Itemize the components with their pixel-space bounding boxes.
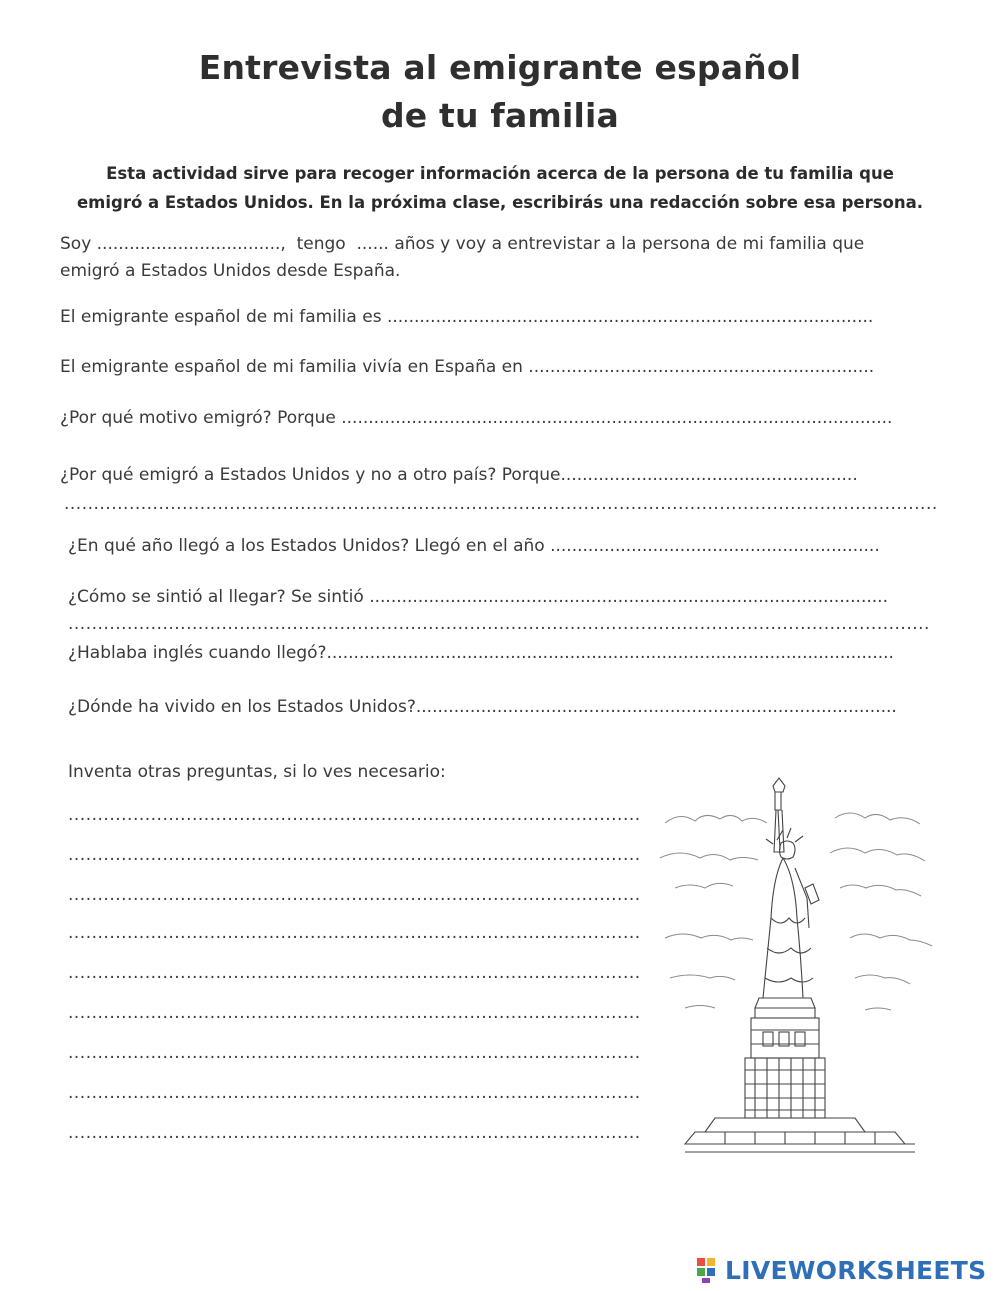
question-emigrant-name: El emigrante español de mi familia es .......................................................................................... — [60, 307, 874, 327]
liveworksheets-wordmark: LIVEWORKSHEETS — [725, 1255, 987, 1285]
answer-line-why-usa: .................................................................................................................................................... — [64, 494, 938, 514]
answer-line[interactable]: ................................................................................................. — [68, 885, 641, 905]
page-title-line-1: Entrevista al emigrante español — [198, 48, 802, 87]
liveworksheets-logo-icon — [697, 1256, 719, 1284]
answer-line[interactable]: ................................................................................................. — [68, 1043, 641, 1063]
intro-line-2: emigró a Estados Unidos. En la próxima clase, escribirás una redacción sobre esa persona. — [76, 193, 924, 212]
intro-sentence-line-1: Soy .................................., tengo ...... años y voy a entrevistar a la persona de mi familia que — [60, 234, 865, 254]
statue-of-liberty-illustration — [655, 748, 945, 1168]
answer-line[interactable]: ................................................................................................. — [68, 1003, 641, 1023]
intro-line-1: Esta actividad sirve para recoger información acerca de la persona de tu familia que — [106, 164, 894, 183]
page-title-line-2: de tu familia — [380, 96, 620, 135]
question-where-lived: ¿Dónde ha vivido en los Estados Unidos?......................................................................................... — [68, 697, 897, 717]
question-arrival-year: ¿En qué año llegó a los Estados Unidos? Llegó en el año ............................................................. — [68, 536, 880, 556]
answer-line[interactable]: ................................................................................................. — [68, 845, 641, 865]
question-feeling: ¿Cómo se sintió al llegar? Se sintió ................................................................................................ — [68, 587, 888, 607]
question-reason: ¿Por qué motivo emigró? Porque ...................................................................................................... — [60, 408, 893, 428]
question-why-usa: ¿Por qué emigró a Estados Unidos y no a otro país? Porque....................................................... — [60, 465, 858, 485]
invent-questions-label: Inventa otras preguntas, si lo ves necesario: — [68, 762, 446, 782]
liveworksheets-brand — [697, 1254, 986, 1286]
intro-sentence-line-2: emigró a Estados Unidos desde España. — [60, 261, 401, 281]
answer-line[interactable]: ................................................................................................. — [68, 923, 641, 943]
answer-line[interactable]: ................................................................................................. — [68, 1123, 641, 1143]
answer-line[interactable]: ................................................................................................. — [68, 1083, 641, 1103]
answer-line[interactable]: ................................................................................................. — [68, 963, 641, 983]
question-spoke-english: ¿Hablaba inglés cuando llegó?......................................................................................................... — [68, 643, 894, 663]
answer-line-feeling: .................................................................................................................................................. — [68, 614, 930, 634]
question-lived-in-spain: El emigrante español de mi familia vivía en España en ................................................................ — [60, 357, 875, 377]
answer-line[interactable]: ................................................................................................. — [68, 805, 641, 825]
